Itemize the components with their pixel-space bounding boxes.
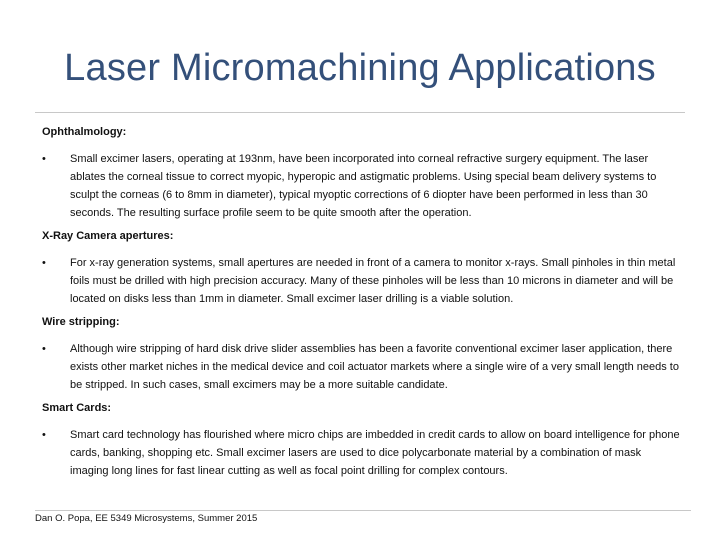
bullet-text: Although wire stripping of hard disk drive slider assemblies has been a favorite conventional excimer laser application, there exists other market niches in the medical device and coil actuator markets where a single wire of a very small length needs to be stripped. In such cases, small excimers may be a more suitable candidate. (70, 343, 679, 391)
bullet-icon: • (42, 343, 46, 355)
bullet-text: Smart card technology has flourished where micro chips are imbedded in credit cards to allow on board intelligence for phone cards, banking, shopping etc. Small excimer lasers are used to dice polycarbonate material by a combination of mask imaging long lines for fast linear cutting as well as focal point drilling for complex contours. (70, 429, 680, 477)
section-xray-camera-apertures (42, 229, 682, 308)
bullet-item (42, 254, 682, 308)
section-ophthalmology (42, 125, 682, 222)
bullet-icon: • (42, 153, 46, 165)
title-divider (35, 112, 685, 113)
section-smart-cards (42, 401, 682, 480)
section-wire-stripping (42, 315, 682, 394)
section-heading: Wire stripping: (42, 316, 120, 328)
section-heading: Smart Cards: (42, 402, 112, 414)
bullet-item (42, 150, 682, 222)
bullet-icon: • (42, 429, 46, 441)
section-heading: Ophthalmology: (42, 126, 127, 138)
section-heading: X-Ray Camera apertures: (42, 230, 174, 242)
footer-credit: Dan O. Popa, EE 5349 Microsystems, Summer 2015 (35, 513, 258, 524)
bullet-item (42, 426, 682, 480)
footer-divider (35, 510, 691, 511)
bullet-item (42, 340, 682, 394)
bullet-text: Small excimer lasers, operating at 193nm, have been incorporated into corneal refractive surgery equipment. The laser ablates the corneal tissue to correct myopic, hyperopic and astigmatic problems. Using special beam delivery systems to sculpt the corneas (6 to 8mm in diameter), typical myoptic corrections of 6 diopter have been performed in less than 30 seconds. The resulting surface profile seem to be quite smooth after the operation. (70, 153, 657, 219)
slide-title: Laser Micromachining Applications (64, 47, 656, 89)
bullet-text: For x-ray generation systems, small apertures are needed in front of a camera to monitor x-rays. Small pinholes in thin metal foils must be drilled with high precision accuracy. Many of these pinholes will be less than 10 microns in diameter and will be located on disks less than 1mm in diameter. Small excimer laser drilling is a viable solution. (70, 257, 676, 305)
bullet-icon: • (42, 257, 46, 269)
slide-content (42, 125, 682, 487)
